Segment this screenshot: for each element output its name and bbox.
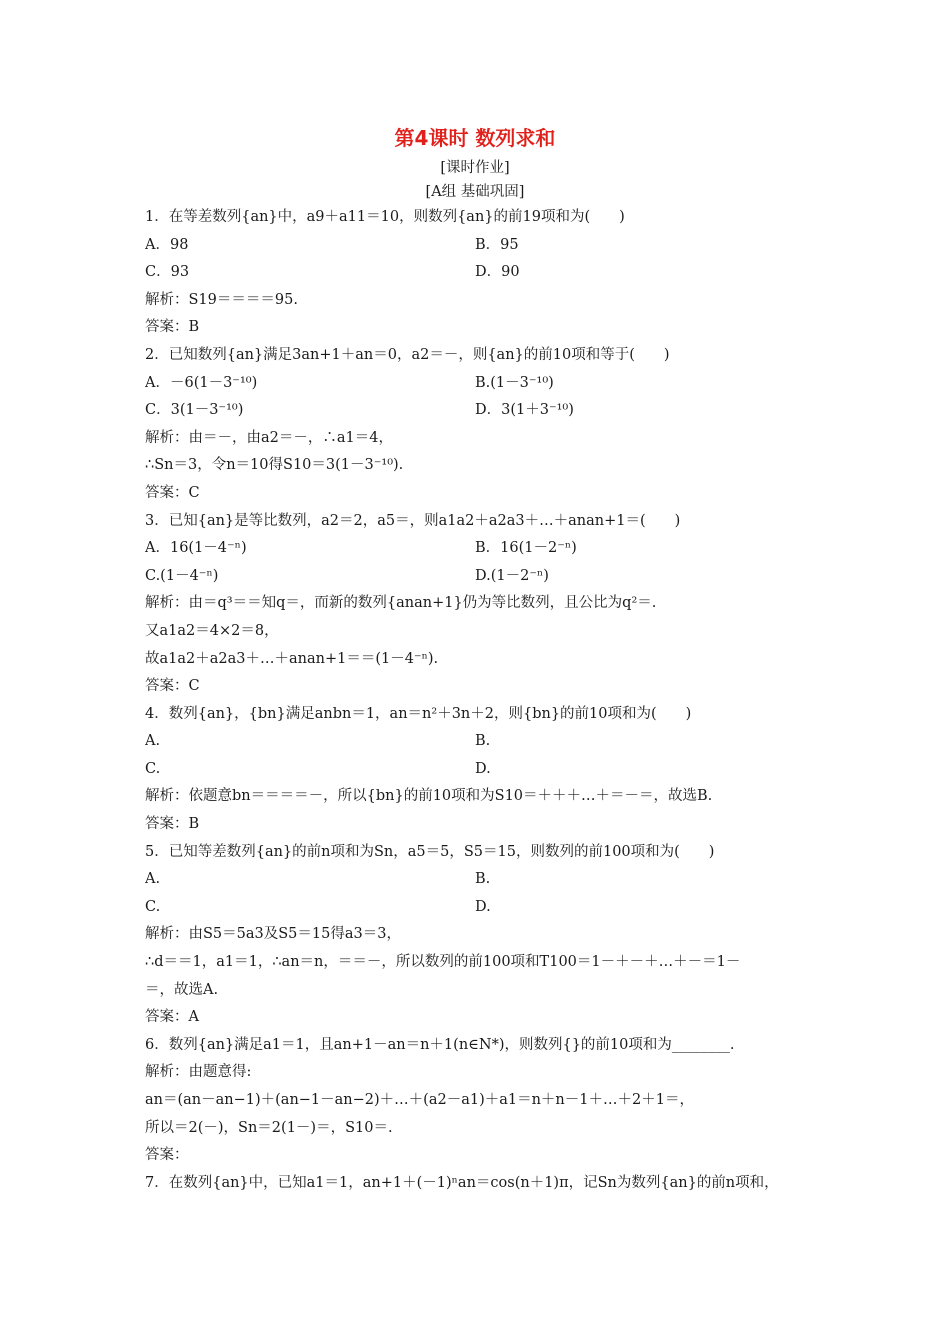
option-row <box>145 563 815 591</box>
option-choice: A．98 <box>145 236 189 253</box>
option-choice: B. <box>475 733 491 750</box>
option-choice: B．95 <box>475 236 519 253</box>
text-line: 4．数列{an}，{bn}满足anbn＝1，an＝n²＋3n＋2，则{bn}的前10项和为( ) <box>145 705 692 722</box>
option-choice: D. <box>475 898 491 915</box>
text-line: 7．在数列{an}中，已知a1＝1，an+1＋(－1)ⁿan＝cos(n＋1)π，记Sn为数列{an}的前n项和， <box>145 1174 779 1191</box>
option-row <box>145 259 815 287</box>
text-line: 答案： <box>145 1147 189 1164</box>
option-row <box>145 232 815 260</box>
exercise-list <box>145 204 815 1197</box>
text-line: 解析：由S5＝5a3及S5＝15得a3＝3， <box>145 926 401 943</box>
text-line: 6．数列{an}满足a1＝1，且an+1－an＝n＋1(n∈N*)，则数列{}的前10项和为________. <box>145 1036 735 1053</box>
text-line: 解析：由＝q³＝＝知q＝，而新的数列{anan+1}仍为等比数列，且公比为q²＝. <box>145 595 657 612</box>
option-row <box>145 756 815 784</box>
option-row <box>145 894 815 922</box>
option-choice: C．93 <box>145 264 190 281</box>
text-line: 答案：C <box>145 484 200 501</box>
text-line: 所以＝2(－)，Sn＝2(1－)＝，S10＝. <box>145 1119 393 1136</box>
option-row <box>145 728 815 756</box>
option-choice: D．90 <box>475 264 520 281</box>
option-row <box>145 397 815 425</box>
option-choice: C. <box>145 898 161 915</box>
text-line: ∴Sn＝3，令n＝10得S10＝3(1－3⁻¹⁰). <box>145 457 404 474</box>
option-choice: B.(1－3⁻¹⁰) <box>475 374 554 391</box>
text-line: an＝(an－an−1)＋(an−1－an−2)＋…＋(a2－a1)＋a1＝n＋n－1＋…＋2＋1＝， <box>145 1092 694 1108</box>
text-line: 又a1a2＝4×2＝8， <box>145 622 279 639</box>
option-choice: A．－6(1－3⁻¹⁰) <box>145 374 258 391</box>
text-line: 答案：C <box>145 678 200 695</box>
section-subtitle: [课时作业] <box>440 160 510 176</box>
option-choice: B．16(1－2⁻ⁿ) <box>475 540 577 557</box>
option-choice: D. <box>475 760 491 777</box>
option-row <box>145 535 815 563</box>
option-choice: C.(1－4⁻ⁿ) <box>145 567 219 584</box>
text-line: 解析：依题意bn＝＝＝＝－，所以{bn}的前10项和为S10＝＋＋＋…＋＝－＝，故选B. <box>145 788 713 805</box>
option-row <box>145 370 815 398</box>
option-choice: D．3(1＋3⁻¹⁰) <box>475 402 574 419</box>
option-row <box>145 866 815 894</box>
option-choice: A. <box>145 733 161 750</box>
text-line: 5．已知等差数列{an}的前n项和为Sn，a5＝5，S5＝15，则数列的前100项和为( ) <box>145 843 715 860</box>
page-title: 第4课时 数列求和 <box>394 126 556 150</box>
option-choice: C．3(1－3⁻¹⁰) <box>145 402 244 419</box>
text-line: ＝，故选A. <box>145 981 219 998</box>
option-choice: C. <box>145 760 161 777</box>
text-line: 解析：由＝－，由a2＝－，∴a1＝4， <box>145 429 393 446</box>
text-line: 答案：A <box>145 1009 199 1026</box>
option-choice: B. <box>475 871 491 888</box>
text-line: 1．在等差数列{an}中，a9＋a11＝10，则数列{an}的前19项和为( ) <box>145 209 625 225</box>
option-choice: A. <box>145 871 161 888</box>
text-line: 2．已知数列{an}满足3an+1＋an＝0，a2＝－，则{an}的前10项和等于( ) <box>145 346 670 363</box>
text-line: 答案：B <box>145 319 200 336</box>
option-choice: D.(1－2⁻ⁿ) <box>475 567 549 584</box>
group-heading: [A组 基础巩固] <box>425 184 525 200</box>
text-line: 答案：B <box>145 816 200 833</box>
text-line: 3．已知{an}是等比数列，a2＝2，a5＝，则a1a2＋a2a3＋…＋anan+1＝( ) <box>145 512 681 529</box>
text-line: 解析：S19＝＝＝＝95. <box>145 291 298 308</box>
option-choice: A．16(1－4⁻ⁿ) <box>145 540 247 557</box>
text-line: 解析：由题意得: <box>145 1064 252 1081</box>
text-line: ∴d＝＝1，a1＝1，∴an＝n，＝＝－，所以数列的前100项和T100＝1－＋－＋…＋－＝1－ <box>145 954 741 971</box>
text-line: 故a1a2＋a2a3＋…＋anan+1＝＝(1－4⁻ⁿ). <box>145 650 439 667</box>
